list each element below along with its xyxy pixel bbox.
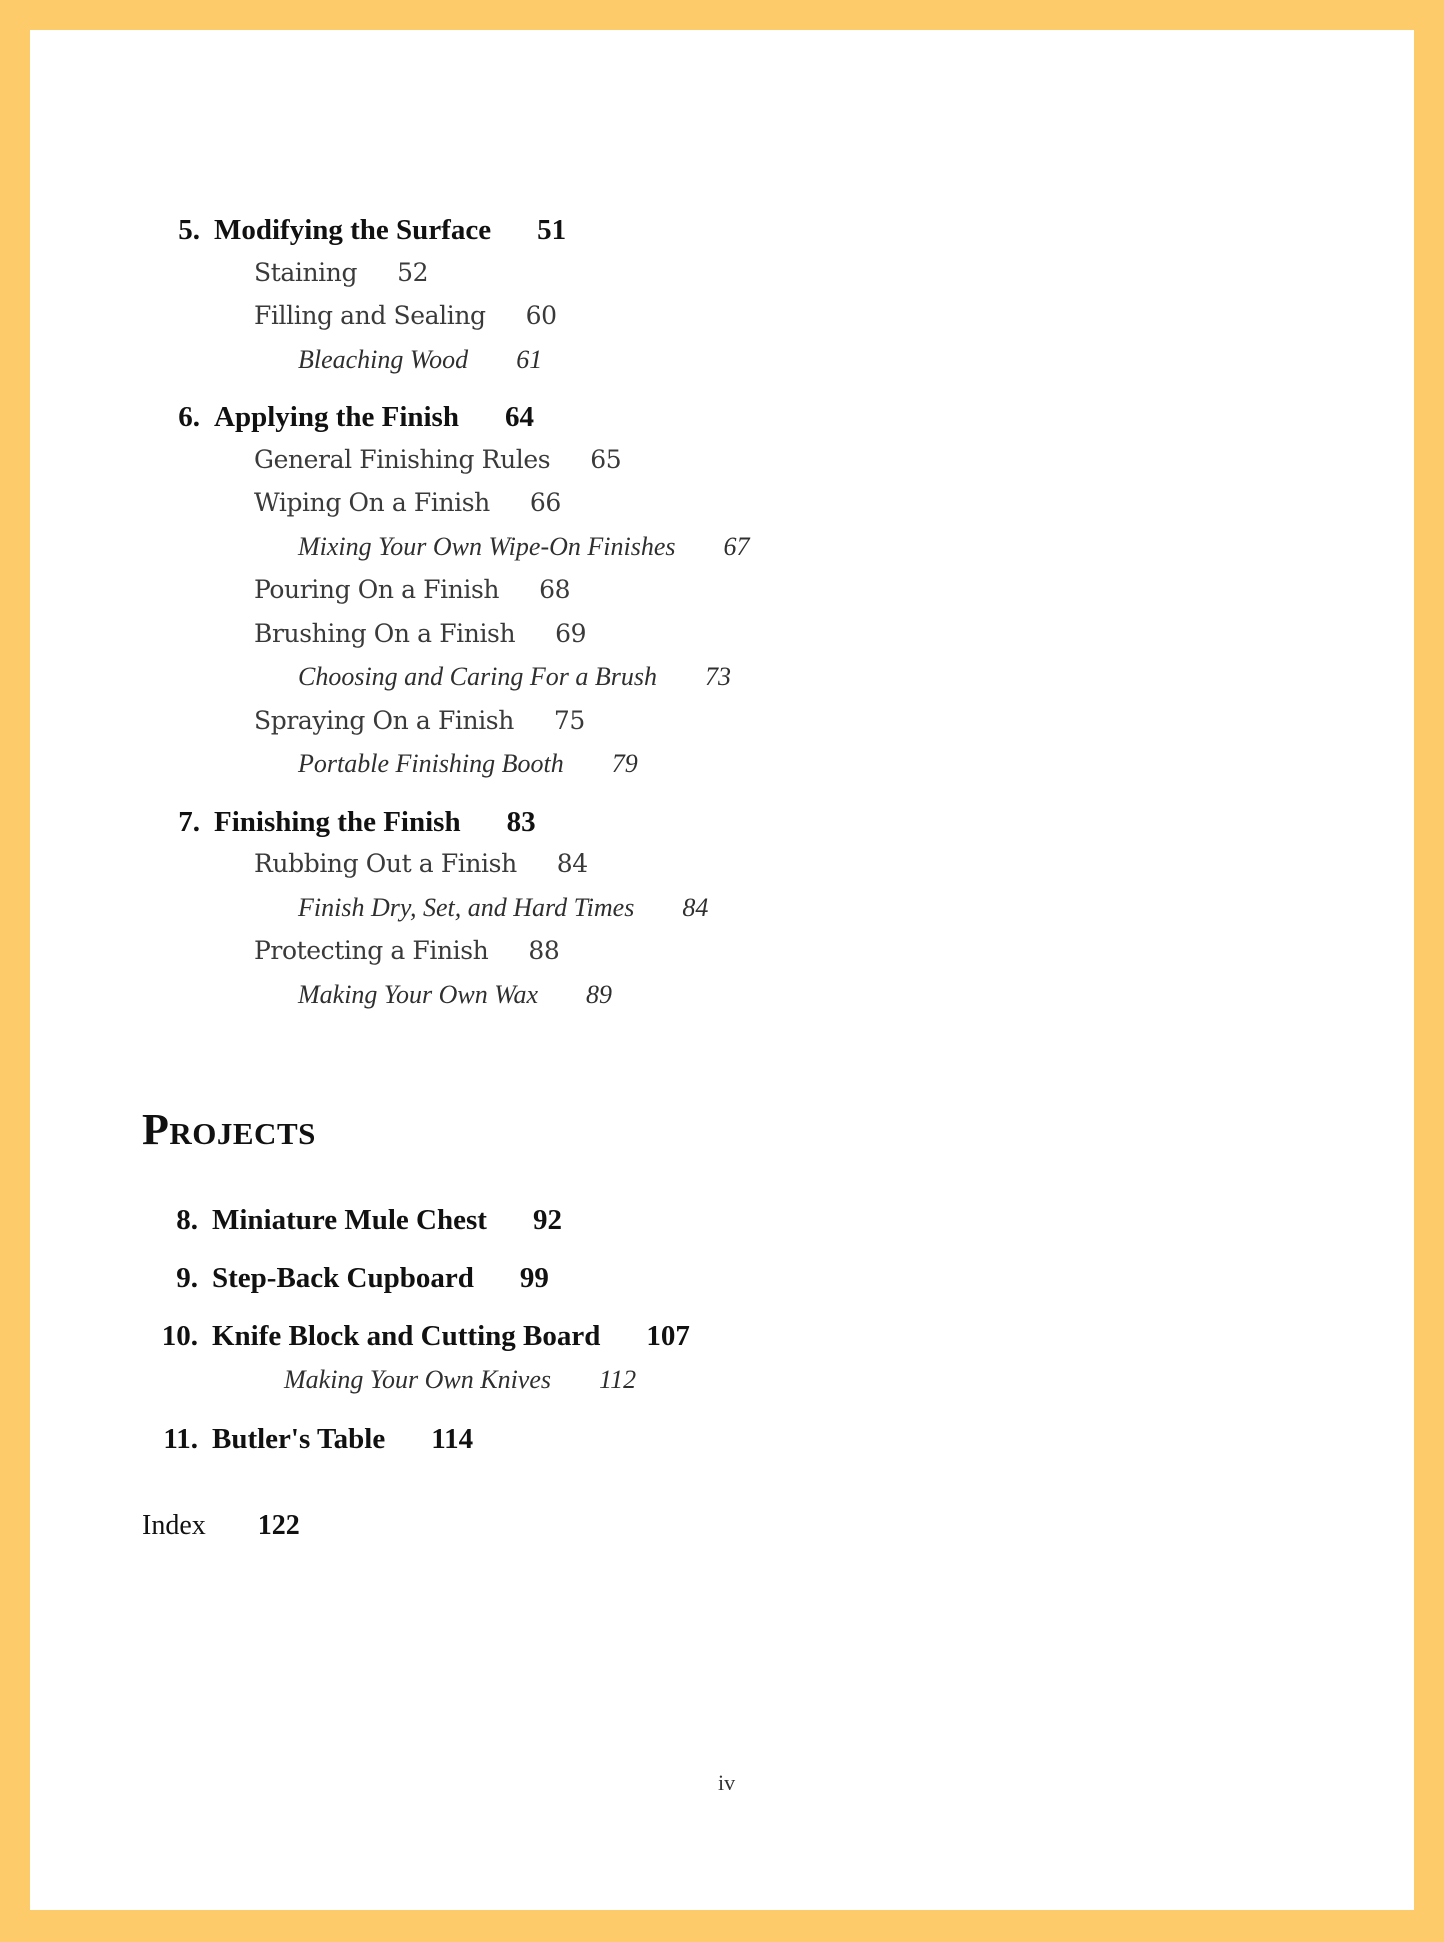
entry-page: 68 [539,575,571,604]
entry-page: 61 [516,344,543,374]
toc-section-entry [254,301,557,330]
index-label: Index [142,1510,206,1541]
toc-sidebar-entry [298,345,542,375]
entry-title: Making Your Own Wax [298,979,539,1009]
toc-section-entry [254,488,561,517]
entry-page: 84 [682,892,709,922]
toc-section-entry [254,258,428,287]
entry-title: Bleaching Wood [298,344,469,374]
entry-page: 75 [553,705,585,735]
index-page: 122 [257,1510,300,1541]
entry-title: Pouring On a Finish [254,575,500,604]
entry-page: 79 [611,749,638,778]
chapter-title: Knife Block and Cutting Board [212,1320,601,1352]
page-folio: iv [718,1770,736,1795]
chapter-title: Butler's Table [212,1423,386,1455]
entry-title: Choosing and Caring For a Brush [298,662,657,691]
toc-sidebar-entry [298,893,708,923]
entry-title: Rubbing Out a Finish [254,849,517,878]
toc-chapter-entry [160,806,536,839]
chapter-number: 10. [161,1320,198,1352]
toc-chapter-entry [148,1262,549,1295]
toc-section-entry [254,619,586,648]
toc-section-entry [254,706,585,735]
section-heading-projects: Projects [142,1105,316,1154]
entry-title: Wiping On a Finish [254,488,490,517]
entry-title: Making Your Own Knives [284,1365,551,1394]
toc-chapter-entry [148,1423,473,1456]
entry-page: 73 [705,662,731,691]
entry-page: 52 [397,257,429,287]
toc-sidebar-entry [298,662,731,692]
entry-title: General Finishing Rules [254,444,551,474]
entry-title: Brushing On a Finish [254,618,516,648]
toc-sidebar-entry [284,1365,636,1395]
entry-page: 88 [528,936,560,965]
entry-page: 112 [599,1365,637,1394]
chapter-title: Step-Back Cupboard [212,1262,474,1294]
chapter-page: 83 [506,805,536,838]
chapter-page: 99 [519,1262,549,1294]
book-page [30,30,1414,1910]
toc-section-entry [254,445,621,474]
chapter-number: 5. [178,214,200,246]
toc-chapter-entry [160,401,534,434]
chapter-number: 8. [176,1204,198,1236]
chapter-page: 92 [532,1204,562,1236]
chapter-number: 6. [178,401,200,433]
toc-sidebar-entry [298,980,612,1010]
toc-section-entry [254,575,570,604]
entry-title: Portable Finishing Booth [298,749,564,778]
chapter-page: 114 [431,1423,474,1455]
chapter-title: Modifying the Surface [214,214,492,246]
entry-page: 60 [525,301,557,330]
toc-chapter-entry [148,1204,562,1237]
toc-sidebar-entry [298,749,638,779]
toc-chapter-entry [148,1320,690,1353]
entry-page: 67 [723,531,750,561]
chapter-number: 11. [163,1423,198,1455]
entry-title: Spraying On a Finish [254,705,514,735]
toc-index-entry [142,1510,300,1542]
chapter-title: Finishing the Finish [214,805,461,838]
chapter-title: Miniature Mule Chest [212,1204,487,1236]
toc-chapter-entry [160,214,566,247]
entry-title: Protecting a Finish [254,936,489,965]
chapter-page: 107 [646,1320,690,1352]
chapter-page: 64 [504,401,534,433]
chapter-page: 51 [537,214,567,246]
entry-page: 69 [555,618,587,648]
entry-page: 84 [556,849,588,878]
entry-page: 66 [529,488,561,517]
toc-section-entry [254,936,559,965]
toc-section-entry [254,849,588,878]
entry-title: Mixing Your Own Wipe-On Finishes [298,531,676,561]
entry-page: 89 [586,979,613,1009]
toc-sidebar-entry [298,532,749,562]
entry-page: 65 [590,444,622,474]
entry-title: Filling and Sealing [254,301,486,330]
chapter-number: 7. [178,805,200,838]
entry-title: Staining [254,257,358,287]
chapter-title: Applying the Finish [214,401,459,433]
chapter-number: 9. [176,1262,198,1294]
entry-title: Finish Dry, Set, and Hard Times [298,892,635,922]
